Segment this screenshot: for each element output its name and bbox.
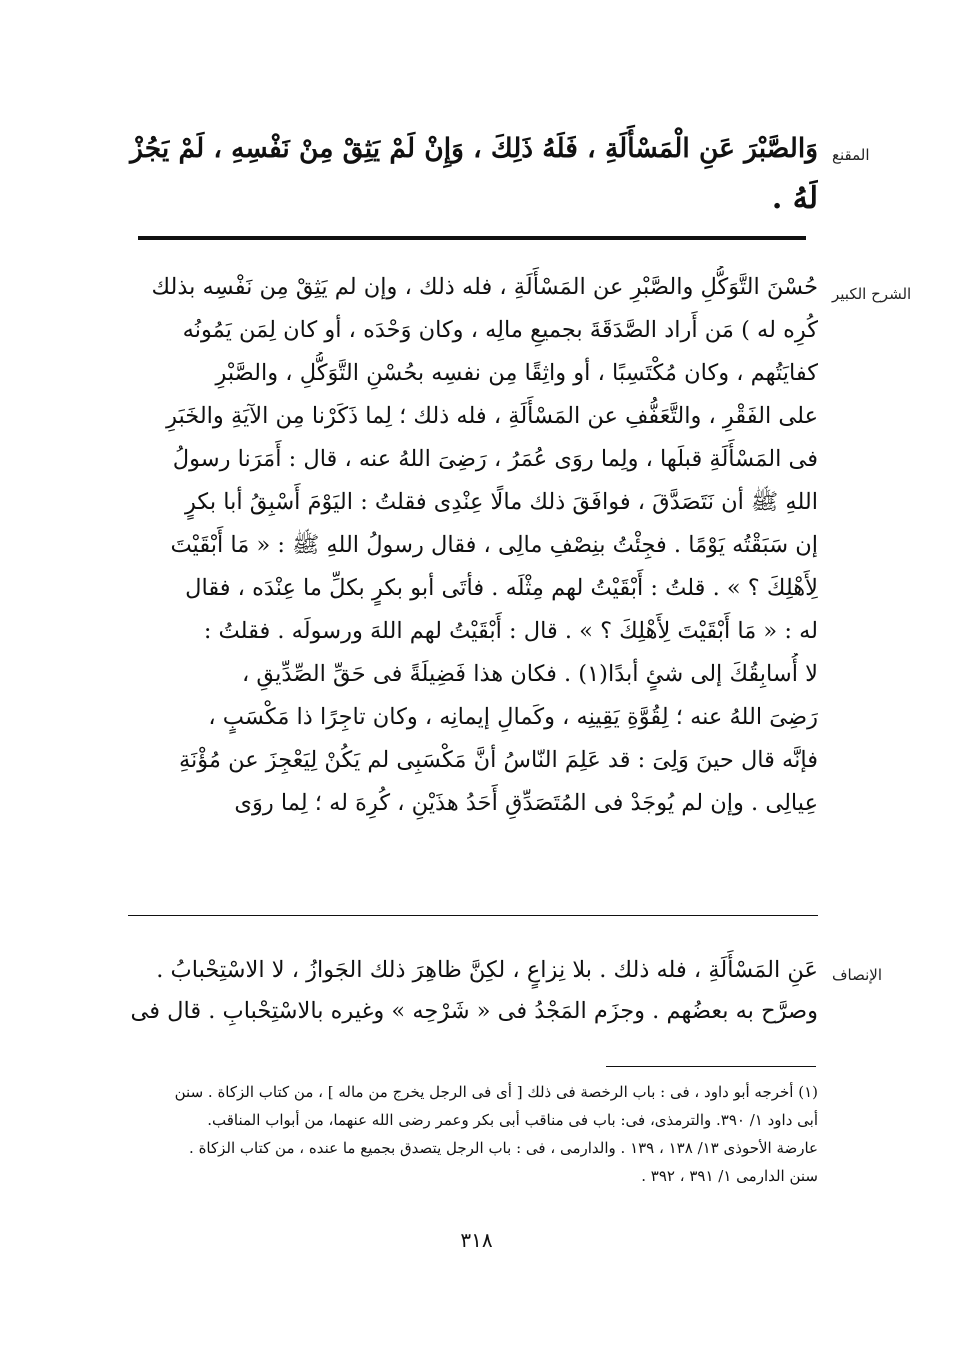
sharh-line: لِأَهْلِكَ ؟ » . قلتُ : أَبْقَيْتُ لهم مِثْلَه . فأتَى أبو بكرٍ بكلِّ ما عِنْدَه ، فقال: [185, 575, 818, 601]
insaf-line: عَنِ المَسْأَلَةِ ، فله ذلك . بلا نِزاعٍ ، لكِنَّ ظاهِرَ ذلك الجَوازُ ، لا الاسْتِحْبابُ .: [156, 957, 818, 983]
sharh-text-block: [128, 266, 818, 825]
muqni-line: وَالصَّبْرَ عَنِ الْمَسْأَلَةِ ، فَلَهُ ذَلِكَ ، وَإِنْ لَمْ يَثِقْ مِنْ نَفْسِهِ ، لَمْ يَجُزْ: [130, 133, 818, 164]
sharh-label: الشرح الكبير: [832, 285, 912, 303]
muqni-divider-rule: [138, 236, 806, 240]
footnotes-block: [128, 1078, 818, 1190]
sharh-line: اللهِ ﷺ أن نَتَصَدَّقَ ، فوافَقَ ذلك مالًا عِنْدِى فقلتُ : اليَوْمَ أَسْبِقُ أبا بكرٍ: [185, 489, 818, 515]
footnote-line: أبى داود ١/ ٣٩٠. والترمذى، فى: باب فى مناقب أبى بكر وعمر رضى الله عنهما، من أبواب المناقب.: [207, 1111, 818, 1129]
footnote-line: سنن الدارمى ١/ ٣٩١ ، ٣٩٢ .: [641, 1167, 818, 1185]
sharh-line: له : « مَا أَبْقَيْتَ لِأَهْلِكَ ؟ » . قال : أَبْقَيْتُ لهم اللهَ ورسولَه . فقلتُ :: [203, 618, 818, 644]
footnote-separator-rule: [606, 1066, 816, 1067]
sharh-line: رَضِىَ اللهُ عنه ؛ لِقُوَّةِ يَقِينِه ، وكَمالِ إيمانِه ، وكان تاجِرًا ذا مَكْسَبٍ ،: [208, 704, 818, 730]
sharh-divider-rule: [128, 915, 818, 916]
muqni-label: المقنع: [832, 146, 870, 164]
footnote-line: عارضة الأحوذى ١٣/ ١٣٨ ، ١٣٩ . والدارمى ، فى : باب الرجل يتصدق بجميع ما عنده ، من كتاب الزكاة .: [189, 1139, 818, 1157]
insaf-label: الإنصاف: [832, 966, 883, 984]
sharh-line: فى المَسْأَلَةِ قبلَها ، ولِما روَى عُمَرُ ، رَضِىَ اللهُ عنه ، قال : أَمَرَنا رسولُ: [172, 446, 818, 472]
muqni-text-block: [128, 124, 818, 224]
sharh-line: كُرِه له ) مَن أَراد الصَّدَقَةَ بجميعِ مالِه ، وكان وَحْدَه ، أو كان لِمَن يَمُونُه: [182, 317, 818, 343]
sharh-line: على الفَقْرِ ، والتَّعَفُّفِ عن المَسْأَلَةِ ، فله ذلك ؛ لِما ذَكَرْنا مِن الآيَةِ والخَبَرِ: [166, 403, 818, 429]
sharh-line: إن سَبَقْتُه يَوْمًا . فجِئْتُ بنِصْفِ مالِى ، فقال رسولُ اللهِ ﷺ : « مَا أَبْقَيْتَ: [170, 532, 818, 558]
insaf-text-block: [128, 950, 818, 1032]
page-number: ٣١٨: [460, 1228, 493, 1252]
sharh-line: فإنَّه قال حينَ وَلِىَ : قد عَلِمَ النّاسُ أنَّ مَكْسَبِى لم يَكُنْ لِيَعْجِزَ عن مُؤْنَةِ: [178, 747, 818, 773]
footnote-line: (١) أخرجه أبو داود ، فى : باب الرخصة فى ذلك [ أى فى الرجل يخرج من ماله ] ، من كتاب الزكاة . سنن: [174, 1083, 818, 1101]
insaf-line: وصرَّح به بعضُهم . وجزَم المَجْدُ فى « شَرْحِه » وغيره بالاسْتِحْبابِ . قال فى: [130, 998, 818, 1024]
sharh-line: كفايَتُهم ، وكان مُكْتَسِبًا ، أو واثِقًا مِن نفسِه بحُسْنِ التَّوَكُّلِ ، والصَّبْرِ: [215, 360, 818, 386]
muqni-line: لَهُ .: [771, 181, 818, 216]
sharh-line: لا أُسابِقُكَ إلى شئٍ أبدًا(١) . فكان هذا فَضِيلَةً فى حَقِّ الصِّدِّيقِ ،: [241, 661, 818, 687]
sharh-line: عِيالِى . وإن لم يُوجَدْ فى المُتَصَدِّقِ أَحَدُ هذَيْنِ ، كُرِهَ له ؛ لِما روَى: [234, 790, 818, 816]
sharh-line: حُسْنَ التَّوَكُّلِ والصَّبْرِ عن المَسْأَلَةِ ، فله ذلك ، وإن لم يَثِقْ مِن نَفْسِه بذلك: [151, 274, 818, 300]
